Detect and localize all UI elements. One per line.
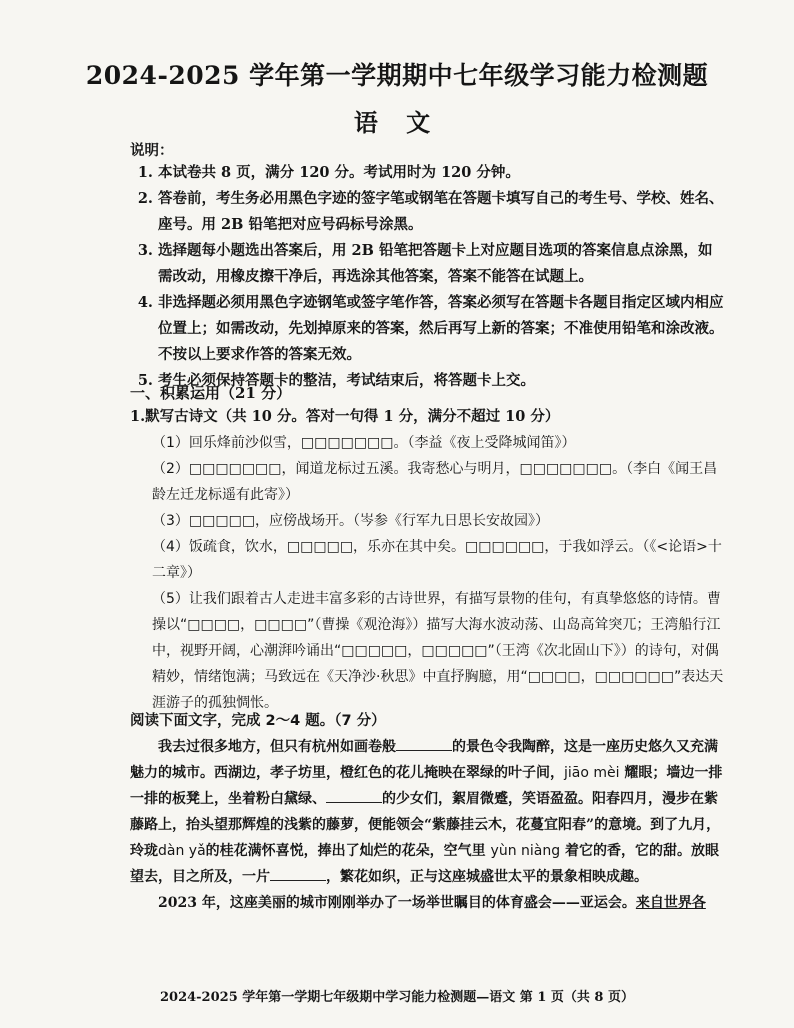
poem-item: （2）□□□□□□□，闻道龙标过五溪。我寄愁心与明月，□□□□□□□。（李白《闻王昌龄左迁龙标遥有此寄》） <box>152 461 718 503</box>
note-item: 4. 非选择题必须用黑色字迹钢笔或签字笔作答，答案必须写在答题卡各题目指定区域内相应位置上；如需改动，先划掉原来的答案，然后再写上新的答案；不准使用铅笔和涂改液。不按以上要求作答的答案无效。 <box>158 290 726 368</box>
reading-passage <box>130 734 726 916</box>
reading-paragraph-2 <box>130 890 726 916</box>
poem-item: （3）□□□□□，应傍战场开。（岑参《行军九日思长安故园》） <box>152 513 550 529</box>
subject-title: 语 文 <box>353 108 441 137</box>
text-run: 的桂花满怀喜悦，捧出了灿烂的花朵，空气里 <box>205 843 491 859</box>
answer-blank[interactable] <box>270 866 326 881</box>
text-run: 我去过很多地方，但只有杭州如画卷般 <box>158 739 396 755</box>
poem-item: （5）让我们跟着古人走进丰富多彩的古诗世界，有描写景物的佳句，有真挚悠悠的诗情。曹操以“□□□□，□□□□”（曹操《观沧海》）描写大海水波动荡、山岛高耸突兀；王湾船行江中，视野开阔，心潮湃吟诵出“□□□□□，□□□□□”（王湾《次北固山下》）的诗句，对偶精妙，情绪饱满；马致远在《天净沙·秋思》中直抒胸臆，用“□□□□，□□□□□□”表达天涯游子的孤独惆怅。 <box>152 591 724 711</box>
poem-item: （4）饭疏食，饮水，□□□□□，乐亦在其中矣。□□□□□□，于我如浮云。（《<论语>十二章》） <box>152 539 722 581</box>
notes-heading: 说明： <box>130 142 174 159</box>
note-item: 1. 本试卷共 8 页，满分 120 分。考试用时为 120 分钟。 <box>158 160 726 186</box>
poem-item: （1）回乐烽前沙似雪，□□□□□□□。（李益《夜上受降城闻笛》） <box>152 435 576 451</box>
pinyin-prompt: jiāo mèi <box>564 765 620 781</box>
reading-paragraph-1 <box>130 734 726 890</box>
text-run: ，繁花如织，正与这座城盛世太平的景象相映成趣。 <box>326 869 648 885</box>
text-run: 2023 年，这座美丽的城市刚刚举办了一场举世瞩目的体育盛会——亚运会。 <box>158 895 636 911</box>
question-1: 1.默写古诗文（共 10 分。答对一句得 1 分，满分不超过 10 分） <box>130 408 560 425</box>
page-footer: 2024-2025 学年第一学期七年级期中学习能力检测题—语文 第 1 页（共 8 页） <box>159 990 634 1005</box>
text-run: 的景色令我陶醉，这是一座历史悠久又充满魅力的城市。西湖边，孝子坊里，橙红色的花儿掩映在翠绿的叶子间， <box>130 739 718 781</box>
poem-items <box>152 430 724 716</box>
pinyin-prompt: yùn niàng <box>490 843 561 859</box>
section-heading: 一、积累运用（21 分） <box>130 384 292 402</box>
text-run: 着它的香，它的甜。放眼望去，目之所及，一片 <box>130 843 719 885</box>
pinyin-prompt: dàn yǎ <box>158 843 206 859</box>
note-item: 3. 选择题每小题选出答案后，用 2B 铅笔把答题卡上对应题目选项的答案信息点涂黑，如需改动，用橡皮擦干净后，再选涂其他答案，答案不能答在试题上。 <box>158 238 726 290</box>
note-item: 5. 考生必须保持答题卡的整洁，考试结束后，将答题卡上交。 <box>158 368 726 394</box>
note-item: 2. 答卷前，考生务必用黑色字迹的签字笔或钢笔在答题卡填写自己的考生号、学校、姓名、座号。用 2B 铅笔把对应号码标号涂黑。 <box>158 186 726 238</box>
reading-heading: 阅读下面文字，完成 2～4 题。（7 分） <box>130 713 386 729</box>
underlined-text: 来自世界各 <box>635 895 706 911</box>
answer-blank[interactable] <box>326 788 382 803</box>
notes-list <box>130 160 726 394</box>
text-run: 耀眼；墙边一排一排的板凳上，坐着粉白黛绿、 <box>130 765 723 807</box>
answer-blank[interactable] <box>396 736 452 751</box>
text-run: 的少女们，絮眉微蹙，笑语盈盈。阳春四月，漫步在紫藤路上，抬头望那辉煌的浅紫的藤萝，便能领会“紫藤挂云木，花蔓宜阳春”的意境。到了九月，玲珑 <box>130 791 721 859</box>
page-title: 2024-2025 学年第一学期期中七年级学习能力检测题 <box>85 61 709 90</box>
